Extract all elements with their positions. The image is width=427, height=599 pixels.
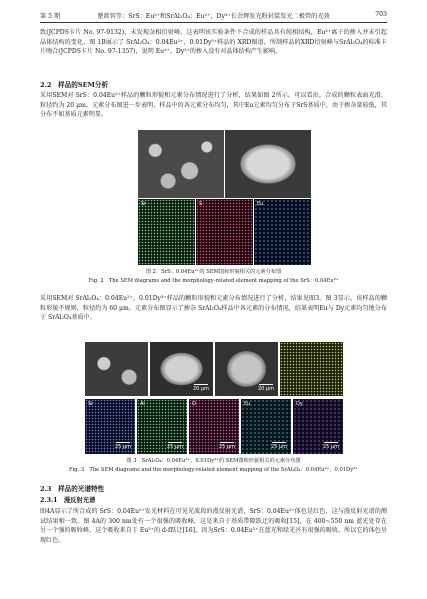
fig2-map-eu — [254, 199, 311, 265]
fig3-map-label: O — [192, 401, 196, 407]
fig3-map-al — [137, 399, 187, 454]
fig3-map-eu — [241, 399, 291, 454]
fig3-caption-cn: 图 3 SrAl₂O₄：0.04Eu²⁺，0.01Dy³⁺的 SEM图和形貌相关的元素分布图 — [126, 458, 301, 464]
fig2-sem-overview — [138, 130, 224, 198]
fig2-caption-cn: 图 2 SrS：0.04Eu²⁺的 SEM图和形貌相关的元素分布图 — [145, 269, 282, 275]
fig3-scale-bar: 25 μm — [115, 442, 131, 451]
paragraph-sem-srs: 采用SEM对 SrS：0.04Eu²⁺样品的颗粒形貌和元素分布情况进行了分析，结果如图 2所示。可以看出，合成的颗粒表面光滑，粒径约为 20 μm。元素分布图进一步表明，样品中的各元素分布均匀，其中Eu元素均匀分布于SrS基质中，由于掺杂量较低，其分布不如基质元素明显。 — [40, 92, 387, 119]
page-number: 703 — [375, 11, 387, 18]
fig2-map-label: Sr — [141, 201, 147, 207]
journal-issue: 第 5 期 — [40, 13, 61, 20]
figure-3 — [85, 342, 343, 454]
fig2-map-label: Eu — [257, 201, 264, 207]
fig3-sem-particle-1 — [150, 342, 213, 396]
fig3-scale-bar: 25 μm — [271, 442, 287, 451]
paragraph-xrd: 致(JCPDS卡片 No. 97-9132)，未发现杂相衍射峰。这表明该实验条件下合成的样品具有纯相结构，Eu²⁺离子的掺入并未引起晶体结构的变化。图 1B展示了 SrAl₂O₄：0.04Eu²⁺，0.01Dy³⁺样品的 XRD图谱，所制样品的XRD衍射峰与SrAl₂O₄的标准卡片吻合(JCPDS卡片 No. 97-1357)，说明 Eu²⁺、Dy³⁺的掺入没有对晶体结构产生影响。 — [40, 29, 387, 56]
subsection-heading-diffuse-reflectance: 2.3.1 漫反射光谱 — [40, 497, 96, 504]
fig3-map-label: Sr — [88, 401, 94, 407]
fig3-scale-bar: 20 μm — [258, 384, 274, 393]
paragraph-sem-sral2o4: 采用SEM对 SrAl₂O₄：0.04Eu²⁺，0.01Dy³⁺样品的颗粒形貌和元素分布情况进行了分析，结果见图3。图 3显示，该样品的颗粒形貌不规则，粒径约为 60 μm。元素分布图显示了掺杂 SrAl₂O₄样品中各元素的分布情况，结果表明Eu与 Dy元素均匀地分布于 SrAl₂O₄基质中。 — [40, 295, 387, 322]
section-heading-sem: 2.2 样品的SEM分析 — [40, 81, 109, 89]
paragraph-diffuse-reflectance: 图4A显示了所合成的 SrS：0.04Eu²⁺发光材料在可见光波段的漫反射光谱，SrS：0.04Eu²⁺体色是红色，这与漫反射光谱的测试结果相一致。图 4A的 300 nm处有一个很强的吸收峰，这是来自于基质带隙跃迁的吸收[15]，在 400~550 nm 蓝光处存在另一个强的吸收峰，这个吸收来自于 Eu²⁺的 d-f跃迁[16]，因为SrS：0.04Eu²⁺在蓝光和绿光区有很强的吸收，所以它的体色呈现红色。 — [40, 508, 387, 544]
running-title: 楚歆智等：SrS：Eu²⁺和SrAl₂O₄：Eu²⁺，Dy³⁺长余辉发光粉封装发光二极管的光效 — [97, 13, 330, 20]
fig3-sem-overview — [85, 342, 148, 396]
fig2-map-label: S — [199, 201, 203, 207]
fig3-map-sr — [85, 399, 135, 454]
fig3-scale-bar: 25 μm — [167, 442, 183, 451]
fig2-map-s — [196, 199, 253, 265]
fig3-map-dy — [293, 399, 343, 454]
fig3-map-composite — [280, 342, 343, 396]
running-header — [40, 10, 387, 23]
fig2-sem-particle — [225, 130, 311, 198]
fig3-sem-particle-2 — [215, 342, 278, 396]
fig3-caption-en: Fig. 3 The SEM diagrams and the morphology-related element mapping of the SrAl₂O₄：0.04Eu²⁺，0.01Dy³⁺ — [69, 467, 358, 473]
fig3-map-label: Dy — [296, 401, 303, 407]
fig3-map-label: Eu — [244, 401, 251, 407]
fig3-scale-bar: 25 μm — [219, 442, 235, 451]
fig3-map-o — [189, 399, 239, 454]
fig3-scale-bar: 20 μm — [193, 384, 209, 393]
figure-2 — [138, 130, 311, 265]
fig3-scale-bar: 25 μm — [323, 442, 339, 451]
fig2-map-sr — [138, 199, 195, 265]
fig3-map-label: Al — [140, 401, 145, 407]
fig2-caption-en: Fig. 2 The SEM diagrams and the morphology-related element mapping of the SrS：0.04Eu²⁺ — [88, 278, 339, 284]
section-heading-spectra: 2.3 样品的光谱特性 — [40, 485, 105, 493]
